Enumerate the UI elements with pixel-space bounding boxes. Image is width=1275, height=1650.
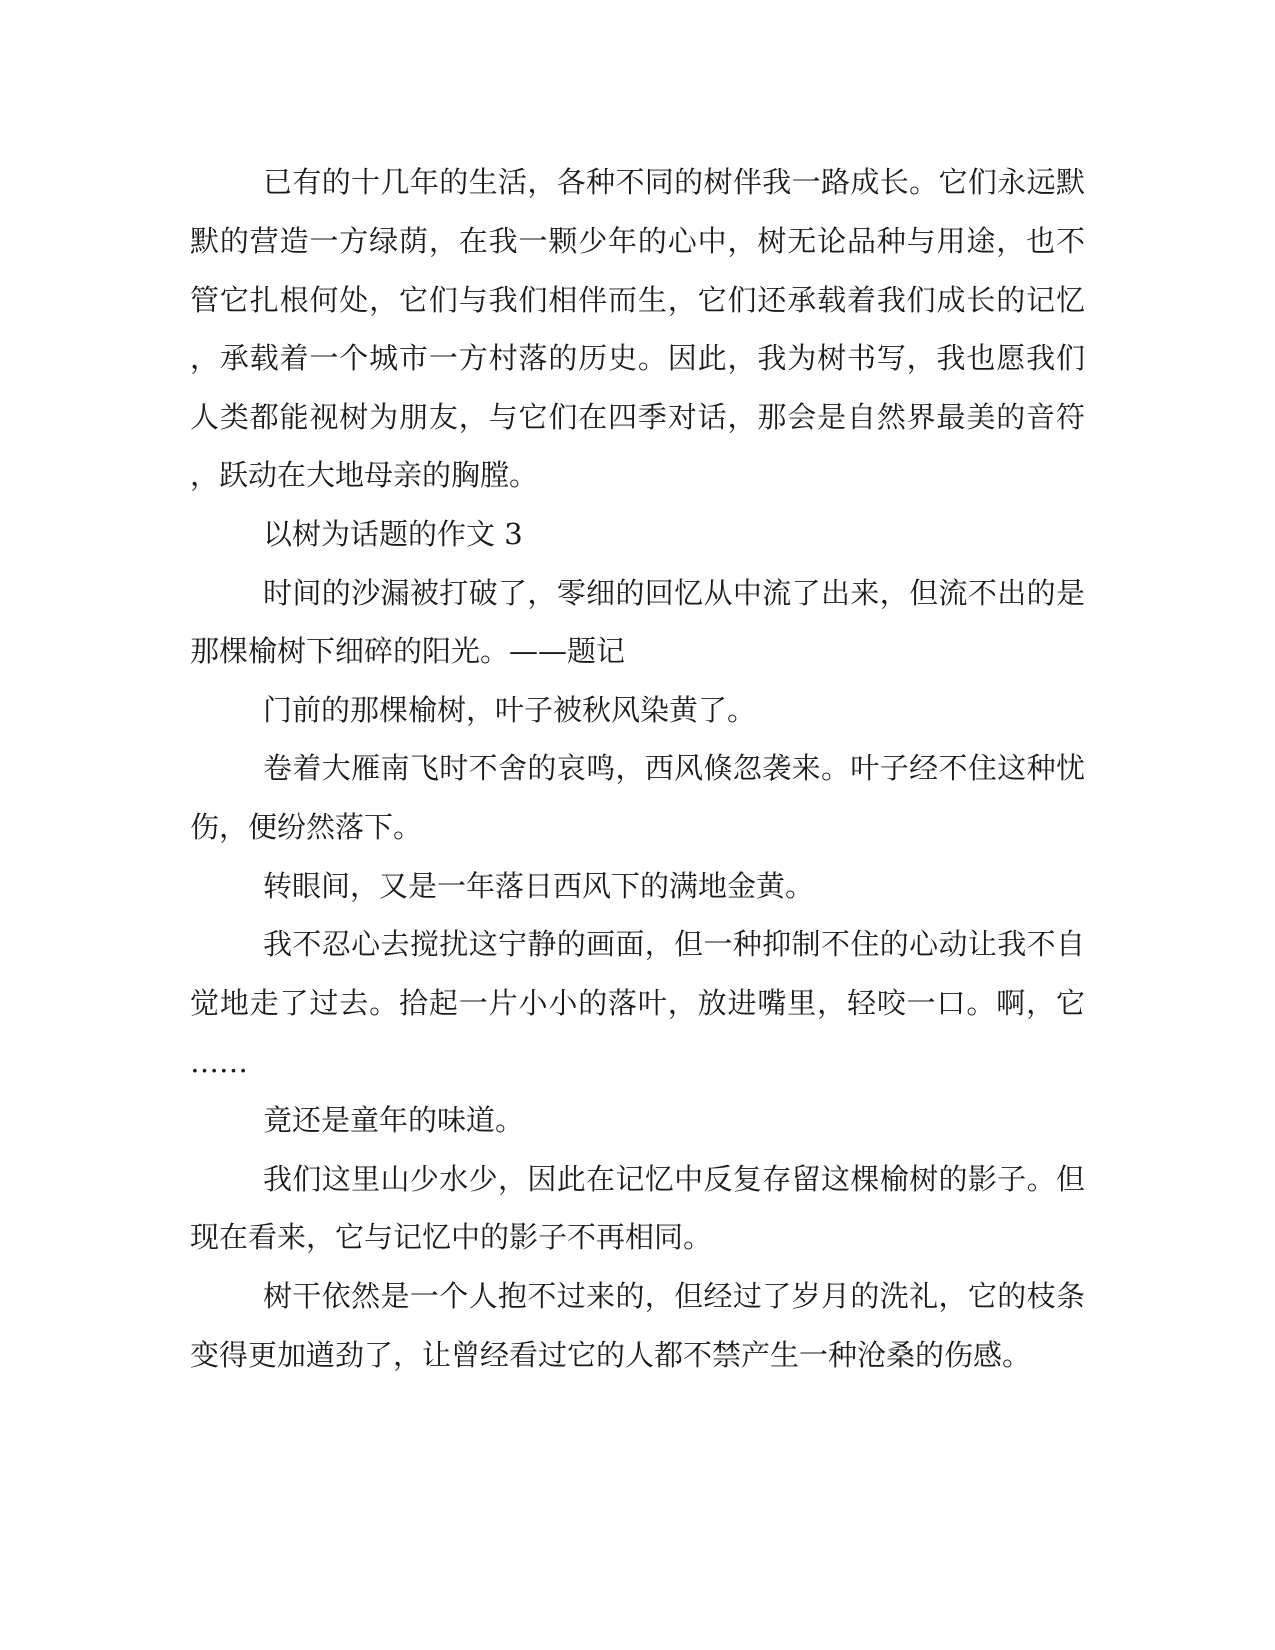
paragraph-line: 觉地走了过去。拾起一片小小的落叶，放进嘴里，轻咬一口。啊，它	[190, 986, 1085, 1020]
paragraph-line: 管它扎根何处，它们与我们相伴而生，它们还承载着我们成长的记忆	[190, 283, 1085, 317]
paragraph-line: 伤，便纷然落下。	[190, 810, 423, 844]
paragraph-line: ，跃动在大地母亲的胸膛。	[190, 458, 539, 492]
paragraph-line: 树干依然是一个人抱不过来的，但经过了岁月的洗礼，它的枝条	[263, 1279, 1085, 1313]
paragraph-line: 我们这里山少水少，因此在记忆中反复存留这棵榆树的影子。但	[263, 1162, 1085, 1196]
paragraph-line: 卷着大雁南飞时不舍的哀鸣，西风倏忽袭来。叶子经不住这种忧	[263, 751, 1085, 785]
paragraph-line: ，承载着一个城市一方村落的历史。因此，我为树书写，我也愿我们	[190, 341, 1085, 375]
paragraph-line: 变得更加遒劲了，让曾经看过它的人都不禁产生一种沧桑的伤感。	[190, 1338, 1032, 1372]
paragraph-line: 我不忍心去搅扰这宁静的画面，但一种抑制不住的心动让我不自	[263, 927, 1085, 961]
paragraph-line: 人类都能视树为朋友，与它们在四季对话，那会是自然界最美的音符	[190, 400, 1085, 434]
paragraph-line: 时间的沙漏被打破了，零细的回忆从中流了出来，但流不出的是	[263, 576, 1085, 610]
paragraph-line: 那棵榆树下细碎的阳光。——题记	[190, 634, 626, 668]
paragraph-line: 已有的十几年的生活，各种不同的树伴我一路成长。它们永远默	[263, 165, 1085, 199]
section-heading: 以树为话题的作文 3	[263, 517, 523, 551]
paragraph-line: 现在看来，它与记忆中的影子不再相同。	[190, 1220, 713, 1254]
paragraph-line: 竟还是童年的味道。	[263, 1103, 525, 1137]
paragraph-line: 默的营造一方绿荫，在我一颗少年的心中，树无论品种与用途，也不	[190, 224, 1085, 258]
paragraph-line: 门前的那棵榆树，叶子被秋风染黄了。	[263, 693, 757, 727]
paragraph-line: 转眼间，又是一年落日西风下的满地金黄。	[263, 869, 815, 903]
paragraph-line: ……	[190, 1045, 248, 1079]
